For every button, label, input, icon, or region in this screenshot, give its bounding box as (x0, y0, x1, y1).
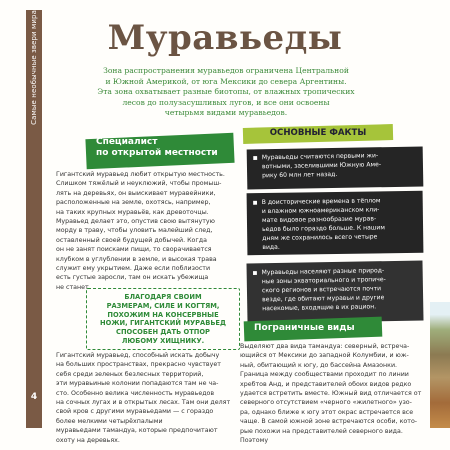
text-line: муравьедами тамандуа, которые предпочитают (56, 427, 218, 435)
fact-line: В доисторические времена в тёплом (261, 197, 381, 207)
text-line: более мелкими четырёхпалыми (56, 417, 163, 425)
text-line: рые похожи на представителей северного вида. Поэтому (240, 427, 403, 445)
intro-line: Эта зона охватывает разные биотопы, от влажных тропических (97, 87, 355, 96)
border-species-paragraph (240, 342, 426, 445)
fact-text (262, 152, 382, 181)
fact-line: дням же сохранилось всего четыре (262, 233, 378, 242)
text-line: расположенные на земле, охотясь, например, (56, 199, 211, 207)
text-line: ный, обитающий к югу, до бассейна Амазонки. (240, 361, 398, 369)
text-line: служит ему укрытием. Даже если поблизости (56, 265, 211, 273)
text-line: эти муравьиные колонии попадаются там не ча- (56, 380, 219, 388)
border-species-heading: Пограничные виды (254, 323, 355, 333)
fact-box (247, 191, 424, 255)
intro-line: и Южной Америкой, от юга Мексики до севера Аргентины. (105, 76, 347, 86)
text-line: чаще. В самой южной зоне встречаются особи, кото- (240, 418, 418, 426)
fact-line: ского регионов и встречаются почти (261, 285, 382, 295)
text-line: Граница между сообществами проходит по линии (240, 371, 409, 379)
side-label (26, 10, 42, 270)
text-line: Гигантский муравьед, способный искать добычу (56, 352, 220, 359)
fact-line: вотными, заселившими Южную Аме- (261, 161, 382, 171)
text-line: хребтов Анд, и представителей обоих видов редко (240, 380, 412, 388)
grassland-paragraph (56, 351, 242, 445)
fact-line: ные зоны экваториального и тропиче- (261, 276, 386, 286)
text-line: северного отсутствием «черного «жилетного» узо- (240, 399, 412, 407)
text-line: на таких крупных муравьёв, как древоточцы. (56, 208, 209, 216)
text-line: ющийся от Мексики до западной Колумбии, и юж- (240, 352, 409, 360)
fact-line: и влажном южноамериканском кли- (261, 206, 380, 215)
text-line: Муравьед делает это, опустив свою вытянутую (56, 218, 215, 226)
text-line: морду в траву, чтобы уловить малейший след, (56, 227, 213, 235)
bullet-icon: ■ (252, 200, 258, 207)
fact-line: Муравьеды населяют разные природ- (261, 267, 385, 277)
text-line: свой кров с другими муравьедами — с гораздо (56, 408, 214, 416)
specialist-heading-line: по открытой местности (96, 148, 218, 158)
text-line: удается встретить вместе. Южный вид отличается от (240, 390, 422, 398)
text-line: оставленный своей будущей добычей. Когда (56, 236, 207, 244)
text-line: ра, однако ближе к югу этот окрас встречается все (240, 408, 414, 416)
bullet-icon: ■ (252, 155, 258, 162)
fact-line: рику 60 млн лет назад. (262, 170, 338, 180)
callout-line: СПОСОБЕН ДАТЬ ОТПОР (116, 328, 210, 337)
specialist-heading (94, 137, 232, 159)
bullet-icon: ■ (252, 270, 258, 277)
text-line: на сочных лугах и в открытых лесах. Там они делят (56, 399, 231, 407)
intro-line: четырьмя видами муравьедов. (164, 108, 288, 117)
side-label-text: Самые необычные звери мира (30, 10, 38, 125)
text-line: не станет. (56, 283, 91, 291)
text-line: есть густые заросли, там он искать убежища (56, 274, 209, 282)
fact-text (262, 197, 386, 252)
text-line: Гигантский муравьед любит открытую местность. (56, 171, 225, 178)
text-line: клубком в углублении в земле, и высокая трава (56, 255, 217, 263)
callout-text (96, 293, 230, 346)
fact-line: ьедов было гораздо больше. К нашим (262, 224, 386, 233)
fact-text (262, 267, 387, 314)
text-line: на больших пространствах, прекрасно чувствует (56, 361, 221, 369)
text-line: охоту на деревьях. (56, 436, 120, 444)
fact-box (247, 146, 424, 189)
text-line: Слишком тяжёлый и неуклюжий, чтобы промыш- (56, 180, 222, 188)
callout-line: ЛЮБОМУ ХИЩНИКУ. (121, 336, 205, 345)
text-line: сто. Особенно велика численность муравьедов (56, 389, 215, 397)
callout-line: ПОХОЖИМ НА КОНСЕРВНЫЕ (107, 310, 219, 319)
specialist-paragraph (56, 170, 242, 292)
intro-line: Зона распространения муравьедов ограничена Центральной (103, 66, 349, 75)
page-number: 4 (30, 392, 38, 402)
fact-line: мате видовое разнообразие мурав- (261, 215, 377, 224)
callout-line: БЛАГОДАРЯ СВОИМ (124, 293, 202, 301)
text-line: Выделяют два вида тамандуа: северный, встреча- (240, 343, 410, 350)
callout-line: РАЗМЕРАМ, СИЛЕ И КОГТЯМ, (106, 301, 220, 310)
page-title: Муравьеды (107, 18, 343, 58)
specialist-heading-line: Специалист (96, 137, 158, 147)
fact-box (246, 260, 423, 323)
fact-line: везде, где обитают муравьи и другие (262, 293, 385, 303)
text-line: лять на деревьях, он выискивает муравейники, (56, 189, 216, 197)
fact-line: вида. (262, 243, 280, 251)
text-line: он не занят поисками пищи, то сворачивается (56, 246, 212, 254)
facts-heading: ОСНОВНЫЕ ФАКТЫ (269, 128, 367, 138)
callout-line: НОЖИ, ГИГАНТСКИЙ МУРАВЬЕД (100, 319, 226, 328)
intro-text (68, 66, 384, 119)
intro-line: лесов до полузасушливых лугов, и все они освоены (122, 97, 330, 107)
text-line: себя среди зеленых безлесных территорий, (56, 370, 204, 378)
fact-line: Муравьеды считаются первыми жи- (261, 152, 379, 162)
fact-line: насекомые, входящие в их рацион. (262, 302, 377, 312)
landscape-photo (430, 302, 450, 428)
